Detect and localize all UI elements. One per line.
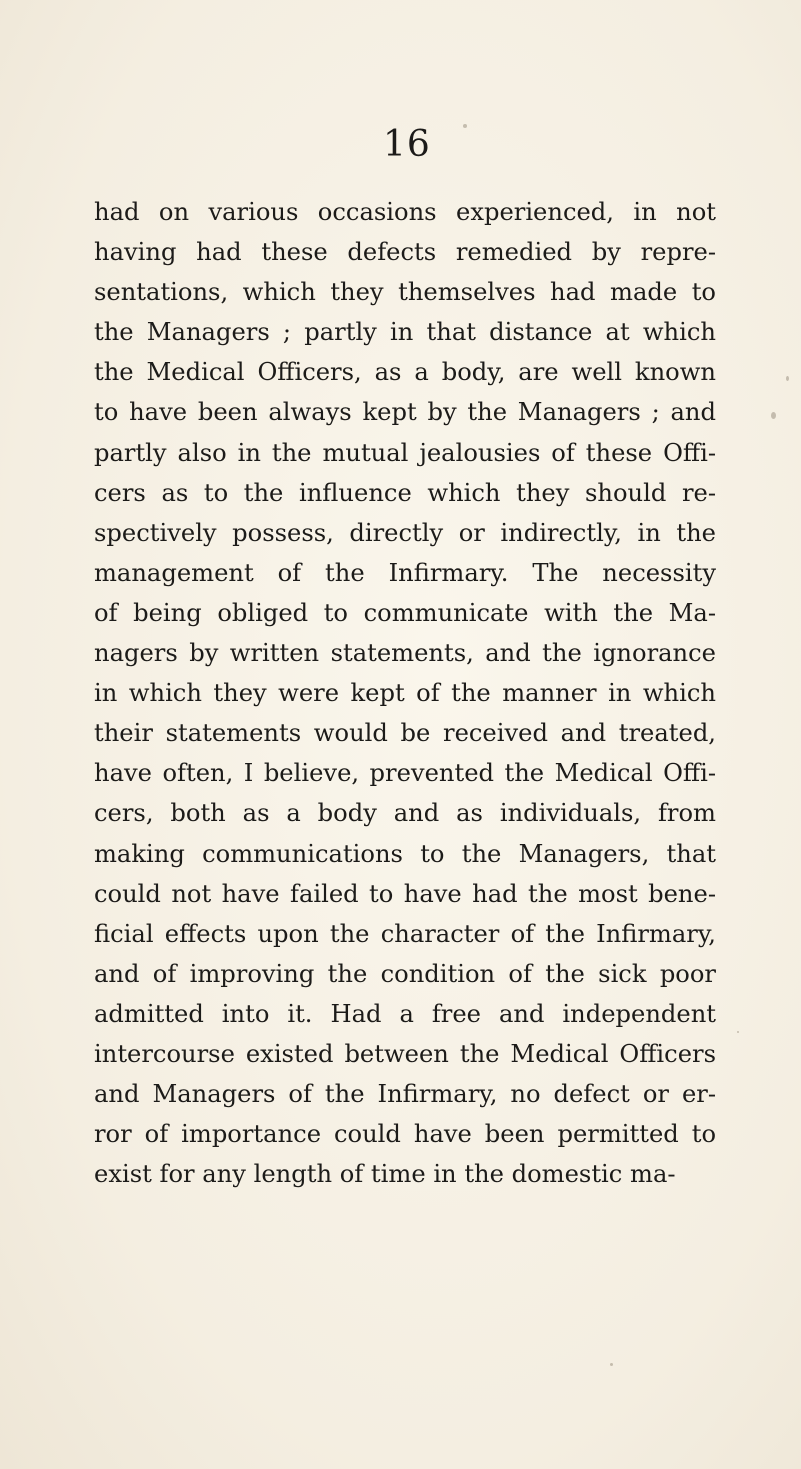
text-line: ficial effects upon the character of the Infirmary,	[94, 919, 716, 948]
text-line: could not have failed to have had the most bene-	[94, 879, 716, 908]
text-line: admitted into it. Had a free and independent	[94, 999, 716, 1028]
text-line: cers, both as a body and as individuals, from	[94, 799, 716, 828]
text-line: partly also in the mutual jealousies of these Offi-	[94, 438, 716, 467]
text-line: of being obliged to communicate with the Ma-	[94, 598, 716, 627]
text-line: ror of importance could have been permitted to	[94, 1120, 716, 1149]
text-line: nagers by written statements, and the ignorance	[94, 639, 716, 668]
text-line: the Medical Officers, as a body, are well known	[94, 358, 716, 387]
text-line: in which they were kept of the manner in which	[94, 679, 716, 708]
text-line: the Managers ; partly in that distance at which	[94, 318, 716, 347]
text-line: cers as to the influence which they should re-	[94, 478, 716, 507]
text-line: intercourse existed between the Medical Officers	[94, 1039, 716, 1068]
text-line: and Managers of the Infirmary, no defect or er-	[94, 1080, 716, 1109]
text-line: had on various occasions experienced, in not	[94, 198, 716, 226]
paper-speck	[771, 412, 776, 419]
page-number: 16	[383, 124, 431, 165]
body-text	[94, 192, 716, 1194]
text-line: making communications to the Managers, that	[94, 839, 716, 868]
paper-speck	[610, 1363, 613, 1366]
paper-speck	[737, 1031, 739, 1033]
text-line: sentations, which they themselves had made to	[94, 278, 716, 307]
text-line: have often, I believe, prevented the Medical Offi-	[94, 759, 716, 788]
text-line: exist for any length of time in the domestic ma-	[94, 1160, 676, 1189]
text-line: management of the Infirmary. The necessity	[94, 558, 716, 587]
paper-speck	[786, 376, 789, 381]
text-line: their statements would be received and treated,	[94, 719, 716, 748]
text-line: having had these defects remedied by repre-	[94, 238, 716, 267]
text-line: to have been always kept by the Managers ; and	[94, 398, 716, 427]
text-line: spectively possess, directly or indirectly, in the	[94, 518, 716, 547]
text-line: and of improving the condition of the sick poor	[94, 959, 716, 988]
paper-speck	[463, 124, 467, 128]
